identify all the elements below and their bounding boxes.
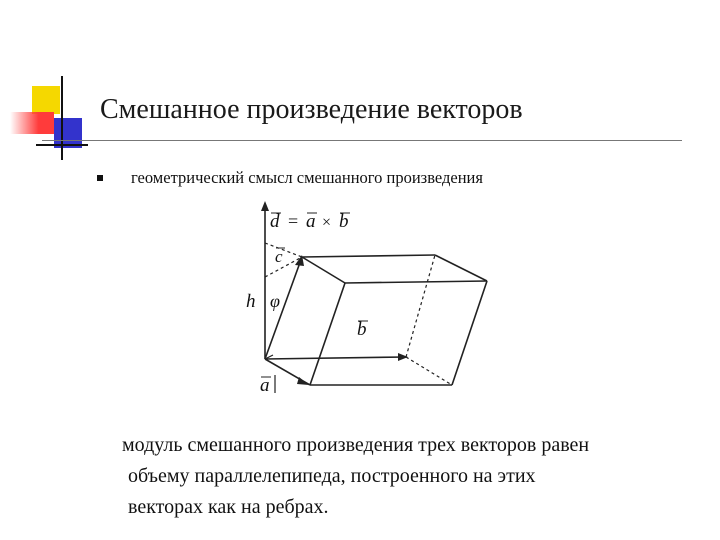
deco-vertical-line xyxy=(61,76,63,160)
edge-top-front xyxy=(345,281,487,283)
label-b: b xyxy=(339,211,349,232)
edge-top-back xyxy=(302,255,435,257)
label-d: d xyxy=(270,211,280,232)
slide-title: Смешанное произведение векторов xyxy=(100,94,523,125)
label-a-edge: a xyxy=(260,375,270,396)
label-h: h xyxy=(246,291,256,312)
label-b-edge: b xyxy=(357,319,367,340)
dashed-bottom-right xyxy=(406,357,452,385)
deco-yellow-square xyxy=(32,86,60,114)
parallelepiped-diagram xyxy=(240,195,510,405)
paragraph-line-3: векторах как на ребрах. xyxy=(128,496,329,518)
arrow-a xyxy=(297,377,309,385)
paragraph-line-1: модуль смешанного произведения трех векторов равен xyxy=(122,434,590,456)
parallelepiped-figure xyxy=(240,195,510,410)
edge-front-right xyxy=(452,281,487,385)
dashed-top-hint xyxy=(265,243,302,257)
deco-red-bar xyxy=(10,112,54,134)
arrow-d xyxy=(261,201,269,211)
label-times: × xyxy=(322,214,332,231)
dashed-back-vertical xyxy=(406,255,435,357)
edge-top-left xyxy=(302,257,345,283)
label-a: a xyxy=(306,211,316,232)
deco-horizontal-line xyxy=(36,144,88,146)
label-phi: φ xyxy=(270,291,280,311)
label-c: c xyxy=(275,247,283,266)
edge-front-left xyxy=(310,283,345,385)
bullet-text: геометрический смысл смешанного произведения xyxy=(131,168,483,187)
title-rule xyxy=(42,140,682,141)
edge-top-right xyxy=(435,255,487,281)
label-eq: = xyxy=(288,211,299,231)
edge-b xyxy=(265,357,406,359)
bullet-marker xyxy=(97,175,103,181)
paragraph-line-2: объему параллелепипеда, построенного на этих xyxy=(128,465,536,487)
paragraph xyxy=(122,430,712,523)
